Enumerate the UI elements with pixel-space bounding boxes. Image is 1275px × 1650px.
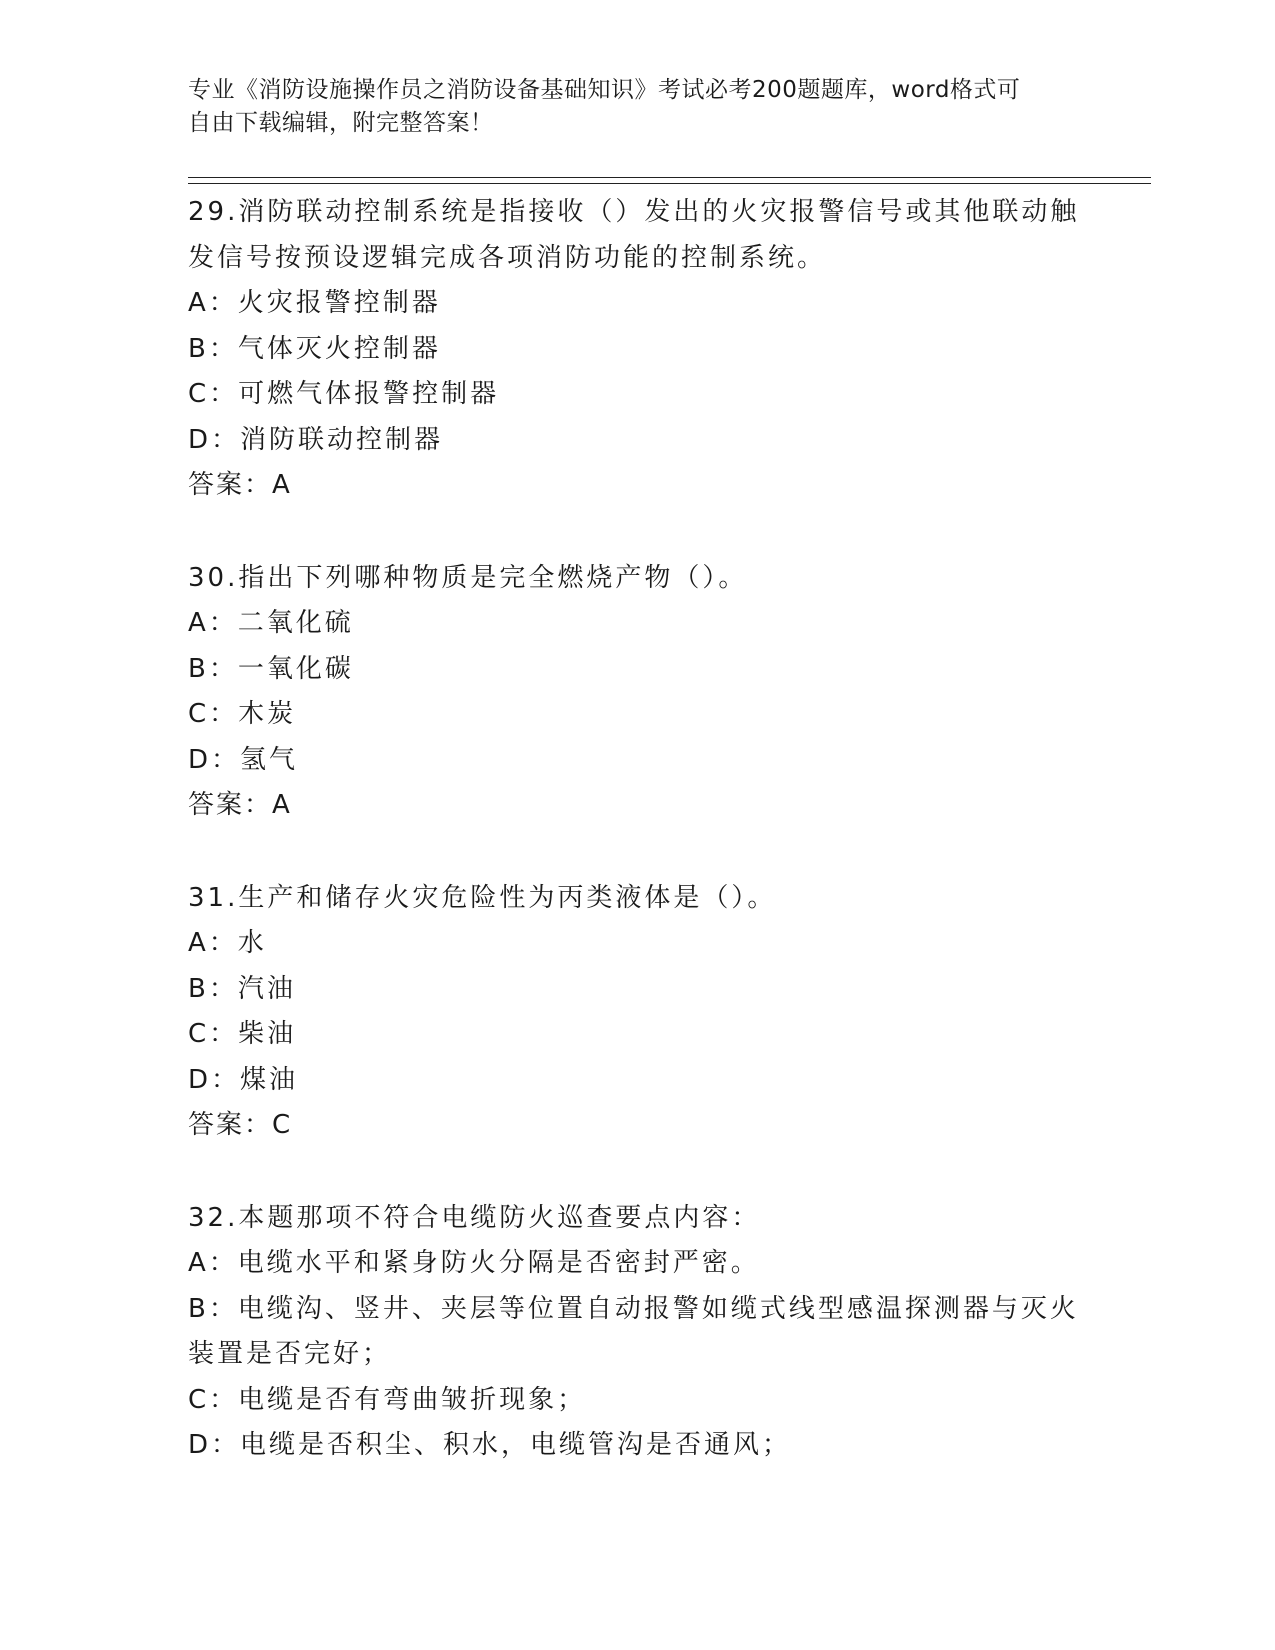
question-text-line: 30.指出下列哪种物质是完全燃烧产物（）。: [188, 562, 748, 593]
answer-line: 答案：A: [188, 470, 292, 500]
option-a: A：二氧化硫: [188, 608, 354, 638]
option-a: A：电缆水平和紧身防火分隔是否密封严密。: [188, 1248, 760, 1278]
question-text-line: 29.消防联动控制系统是指接收（）发出的火灾报警信号或其他联动触: [188, 197, 1080, 227]
question-29: [188, 190, 1088, 509]
option-b: B：汽油: [188, 973, 296, 1004]
question-list: [188, 190, 1088, 1516]
option-b-continued: 装置是否完好；: [188, 1339, 392, 1369]
option-a: A：水: [188, 928, 267, 958]
document-header: [188, 74, 1088, 140]
question-text-line: 32.本题那项不符合电缆防火巡查要点内容：: [188, 1202, 761, 1233]
header-divider-bottom: [188, 183, 1151, 184]
answer-line: 答案：C: [188, 1110, 293, 1140]
header-divider-top: [188, 177, 1151, 178]
option-c: C：木炭: [188, 699, 297, 729]
question-30: [188, 556, 1088, 829]
question-text-line: 发信号按预设逻辑完成各项消防功能的控制系统。: [188, 242, 827, 273]
option-c: C：可燃气体报警控制器: [188, 379, 500, 409]
option-c: C：柴油: [188, 1019, 297, 1049]
question-text-line: 31.生产和储存火灾危险性为丙类液体是（）。: [188, 882, 777, 913]
option-b: B：气体灭火控制器: [188, 333, 441, 364]
header-line-1: 专业《消防设施操作员之消防设备基础知识》考试必考200题题库，word格式可: [188, 77, 1021, 103]
option-c: C：电缆是否有弯曲皱折现象；: [188, 1384, 587, 1415]
answer-line: 答案：A: [188, 790, 292, 820]
option-d: D：电缆是否积尘、积水，电缆管沟是否通风；: [188, 1430, 792, 1460]
option-d: D：氢气: [188, 744, 299, 775]
option-d: D：煤油: [188, 1064, 299, 1095]
option-b: B：一氧化碳: [188, 653, 354, 684]
header-line-2: 自由下载编辑，附完整答案！: [188, 110, 494, 136]
option-a: A：火灾报警控制器: [188, 288, 441, 318]
question-31: [188, 876, 1088, 1149]
question-32: [188, 1196, 1088, 1469]
option-d: D：消防联动控制器: [188, 424, 444, 455]
option-b: B：电缆沟、竖井、夹层等位置自动报警如缆式线型感温探测器与灭火: [188, 1293, 1079, 1324]
